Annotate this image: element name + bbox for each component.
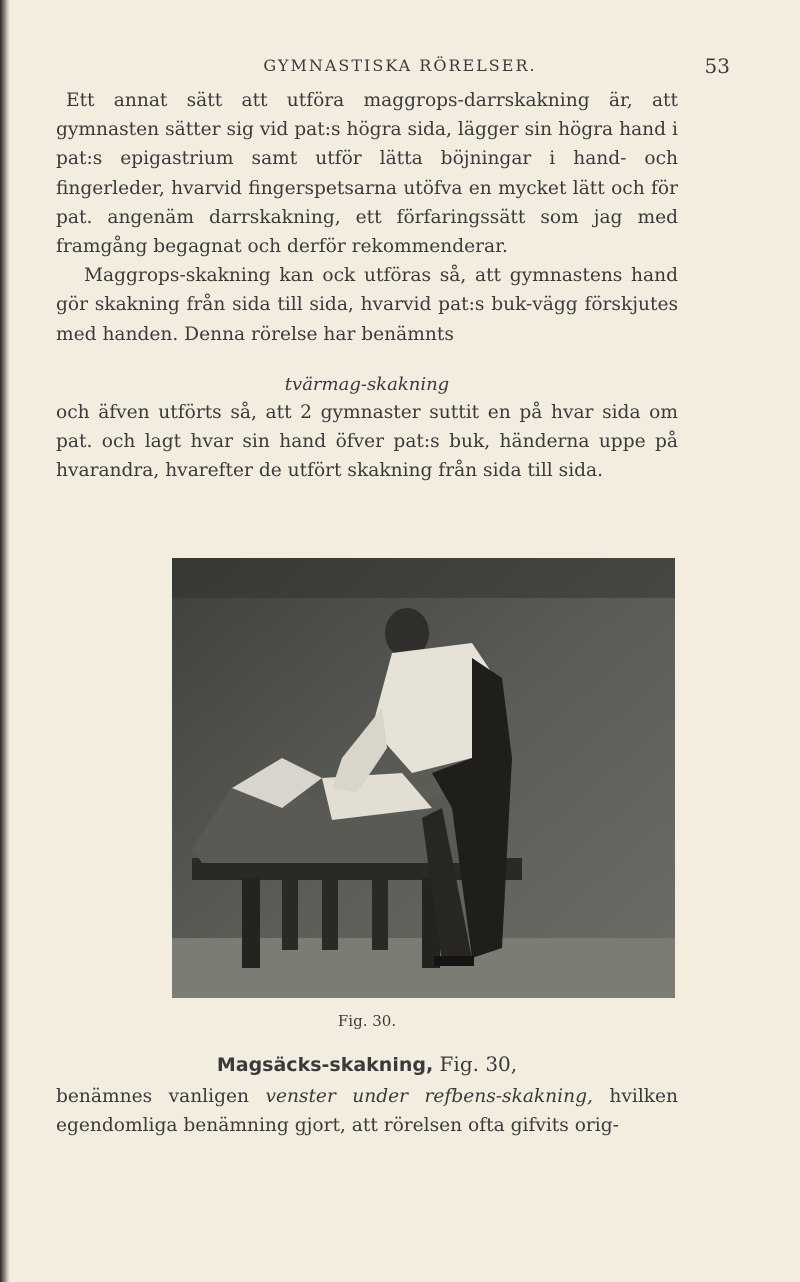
page-number: 53 — [704, 54, 730, 78]
section-title-figure-ref: Fig. 30, — [433, 1052, 518, 1076]
paragraph-3-italic-term: venster under refbens-skakning, — [265, 1086, 593, 1107]
paragraph-3 — [56, 1082, 678, 1140]
paragraph-1a: Ett annat sätt att utföra maggrops-darrskakning är, att gymnasten sätter sig vid pat:s högra sida, lägger sin högra hand i pat:s epigastrium samt utför lätta böjningar i hand- och fingerleder, hvarvid fingerspetsarna utöfva en mycket lätt och för pat. angenäm darrskakning, ett förfaringssätt som jag med framgång begagnat och derför rekommenderar. — [56, 90, 678, 258]
paragraph-3-rest: hvilken egendomliga benämning gjort, att rörelsen ofta gifvits orig- — [56, 1086, 679, 1137]
italic-term-heading: tvärmag-skakning — [284, 374, 450, 395]
paragraph-3-text — [56, 1082, 678, 1140]
paragraph-3-lead: benämnes vanligen — [56, 1086, 266, 1107]
paragraph-1b: Maggrops-skakning kan ock utföras så, att gymnastens hand gör skakning från sida till sida, hvarvid pat:s buk-vägg förskjutes med handen. Denna rörelse har benämnts — [56, 265, 678, 345]
section-title-bold: Magsäcks-skakning, — [216, 1054, 434, 1076]
running-head: GYMNASTISKA RÖRELSER. — [263, 56, 537, 75]
page-binding-edge — [0, 0, 10, 1282]
figure-caption: Fig. 30. — [337, 1012, 397, 1030]
page-header — [70, 48, 730, 82]
section-title — [56, 1052, 678, 1076]
paragraph-1 — [56, 86, 678, 349]
figure-photograph — [172, 558, 675, 998]
paragraph-2-text: och äfven utförts så, att 2 gymnaster suttit en på hvar sida om pat. och lagt hvar sin hand öfver pat:s buk, händerna uppe på hvarandra, hvarefter de utfört skakning från sida till sida. — [56, 402, 678, 482]
massage-photo-illustration — [172, 558, 675, 998]
paragraph-2 — [56, 398, 678, 486]
